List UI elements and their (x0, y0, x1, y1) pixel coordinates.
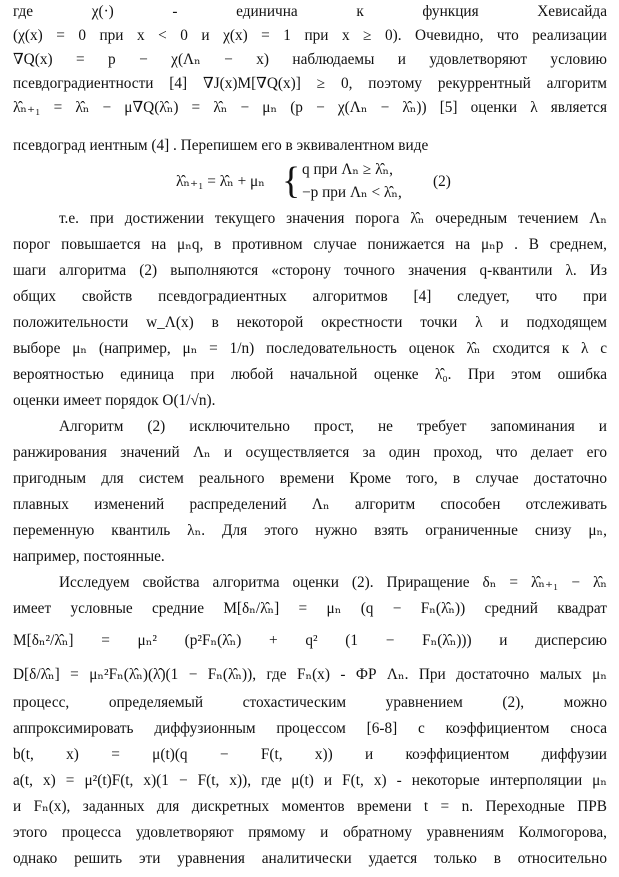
text-line: процесс, определяемый стохастическим уравнением (2), можно (13, 694, 607, 711)
text-line: порог повышается на μₙq, в противном случае понижается на μₙp . В среднем, (13, 236, 607, 253)
text-line: λ̂ₙ₊₁ = λ̂ₙ − μ∇Q(λ̂ₙ) = λ̂ₙ − μₙ (p − χ(Λₙ − λ̂ₙ)) [5] оценки λ является (13, 99, 607, 116)
text-line: положительности w_Λ(x) в некоторой окрестности точки λ и подходящем (13, 314, 607, 331)
text-line: однако решить эти уравнения аналитически удается только в относительно (13, 850, 607, 867)
equation-case-2: −p при Λₙ < λ̂ₙ, (302, 184, 402, 201)
text-line: b(t, x) = μ(t)(q − F(t, x)) и коэффициентом диффузии (13, 746, 607, 763)
text-line: выборе μₙ (например, μₙ = 1/n) последовательность оценок λ̂ₙ сходится к λ с (13, 340, 607, 357)
text-line: вероятностью единица при любой начальной оценке λ̂₀. При этом ошибка (13, 366, 607, 383)
text-line: пригодным для систем реального времени Кроме того, в случае достаточно (13, 470, 607, 487)
text-line: M[δₙ²/λ̂ₙ] = μₙ² (p²Fₙ(λ̂ₙ) + q² (1 − Fₙ(λ̂ₙ))) и дисперсию (13, 632, 607, 649)
text-line: ∇Q(x) = p − χ(Λₙ − x) наблюдаемы и удовлетворяют условию (13, 51, 607, 68)
text-line: шаги алгоритма (2) выполняются «сторону точного значения q-квантили λ. Из (13, 262, 607, 279)
text-line: переменную квантиль λₙ. Для этого нужно взять ограниченные снизу μₙ, (13, 522, 607, 539)
text-line: например, постоянные. (13, 548, 165, 565)
equation-case-1: q при Λₙ ≥ λ̂ₙ, (302, 161, 393, 178)
text-line: (χ(x) = 0 при x < 0 и χ(x) = 1 при x ≥ 0). Очевидно, что реализации (13, 27, 607, 44)
text-line: где χ(·) - единична к функция Хевисайда (13, 3, 607, 20)
equation-label: (2) (433, 173, 451, 190)
text-line: т.е. при достижении текущего значения порога λ̂ₙ очередным течением Λₙ (59, 210, 607, 227)
text-line: имеет условные средние M[δₙ/λ̂ₙ] = μₙ (q − Fₙ(λ̂ₙ)) средний квадрат (13, 600, 607, 617)
text-line: общих свойств псевдоградиентных алгоритмов [4] следует, что при (13, 288, 607, 305)
text-line: псевдоград иентным (4] . Перепишем его в эквивалентном виде (13, 137, 429, 154)
text-line: a(t, x) = μ²(t)F(t, x)(1 − F(t, x)), где μ(t) и F(t, x) - некоторые интерполяции μₙ (13, 772, 607, 789)
brace: { (282, 160, 301, 202)
text-line: Исследуем свойства алгоритма оценки (2). Приращение δₙ = λ̂ₙ₊₁ − λ̂ₙ (59, 574, 607, 591)
text-line: этого процесса удовлетворяют прямому и обратному уравнениям Колмогорова, (13, 824, 607, 841)
text-line: плавных изменений распределений Λₙ алгоритм способен отслеживать (13, 496, 607, 513)
text-line: оценки имеет порядок O(1/√n). (13, 392, 216, 409)
text-line: аппроксимировать диффузионным процессом [6-8] с коэффициентом сноса (13, 720, 607, 737)
text-line: ранжирования значений Λₙ и осуществляется за один проход, что делает его (13, 444, 607, 461)
text-line: D[δ/λ̂ₙ] = μₙ²Fₙ(λ̂ₙ)(λ̂)(1 − Fₙ(λ̂ₙ)), где Fₙ(x) - ФР Λₙ. При достаточно малых μₙ (13, 666, 607, 683)
equation-lhs: λ̂ₙ₊₁ = λ̂ₙ + μₙ (176, 173, 265, 190)
text-line: псевдоградиентности [4] ∇J(x)M[∇Q(x)] ≥ 0, поэтому рекуррентный алгоритм (13, 75, 607, 92)
text-line: Алгоритм (2) исключительно прост, не требует запоминания и (59, 418, 607, 435)
text-line: и Fₙ(x), заданных для дискретных моментов времени t = n. Переходные ПРВ (13, 798, 607, 815)
